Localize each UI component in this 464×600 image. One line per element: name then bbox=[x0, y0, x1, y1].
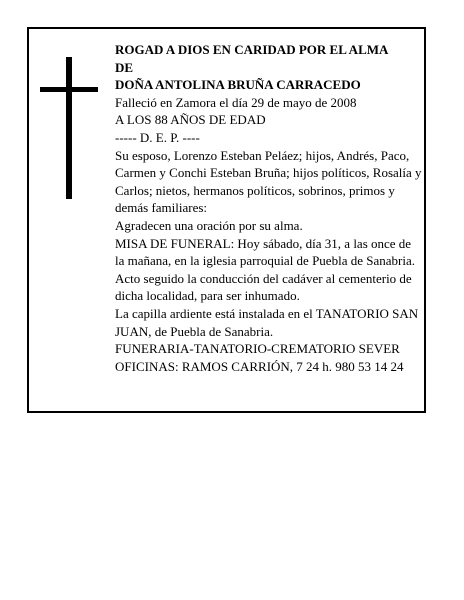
heading-line-1: ROGAD A DIOS EN CARIDAD POR EL ALMA bbox=[115, 42, 389, 57]
offices-line: OFICINAS: RAMOS CARRIÓN, 7 24 h. 980 53 14 24 bbox=[115, 358, 404, 374]
cross-horizontal-bar bbox=[40, 87, 98, 92]
deceased-name: DOÑA ANTOLINA BRUÑA CARRACEDO bbox=[115, 77, 361, 93]
funeral-home-line: FUNERARIA-TANATORIO-CREMATORIO SEVER bbox=[115, 341, 400, 357]
obituary-notice bbox=[27, 27, 426, 413]
death-info: Falleció en Zamora el día 29 de mayo de 2008 bbox=[115, 94, 357, 110]
cross-vertical-bar bbox=[66, 57, 72, 199]
thanks-line: Agradecen una oración por su alma. bbox=[115, 217, 303, 233]
heading-line-2: DE bbox=[115, 59, 134, 75]
age-line: A LOS 88 AÑOS DE EDAD bbox=[115, 112, 266, 128]
chapel-paragraph: La capilla ardiente está instalada en el TANATORIO SAN JUAN, de Puebla de Sanabria. bbox=[115, 305, 419, 339]
funeral-mass-paragraph: MISA DE FUNERAL: Hoy sábado, día 31, a las once de la mañana, en la iglesia parroquial de Puebla de Sanabria. Acto seguido la conducción del cadáver al cementerio de dicha localidad, para ser inhumado. bbox=[115, 235, 415, 304]
cross-icon bbox=[40, 57, 98, 199]
family-paragraph: Su esposo, Lorenzo Esteban Peláez; hijos, Andrés, Paco, Carmen y Conchi Esteban Bruña; hijos políticos, Rosalía y Carlos; nietos, hermanos políticos, sobrinos, primos y demás familiares: bbox=[115, 147, 422, 216]
rip-line: ----- D. E. P. ---- bbox=[115, 129, 200, 145]
notice-text-block bbox=[115, 41, 423, 375]
